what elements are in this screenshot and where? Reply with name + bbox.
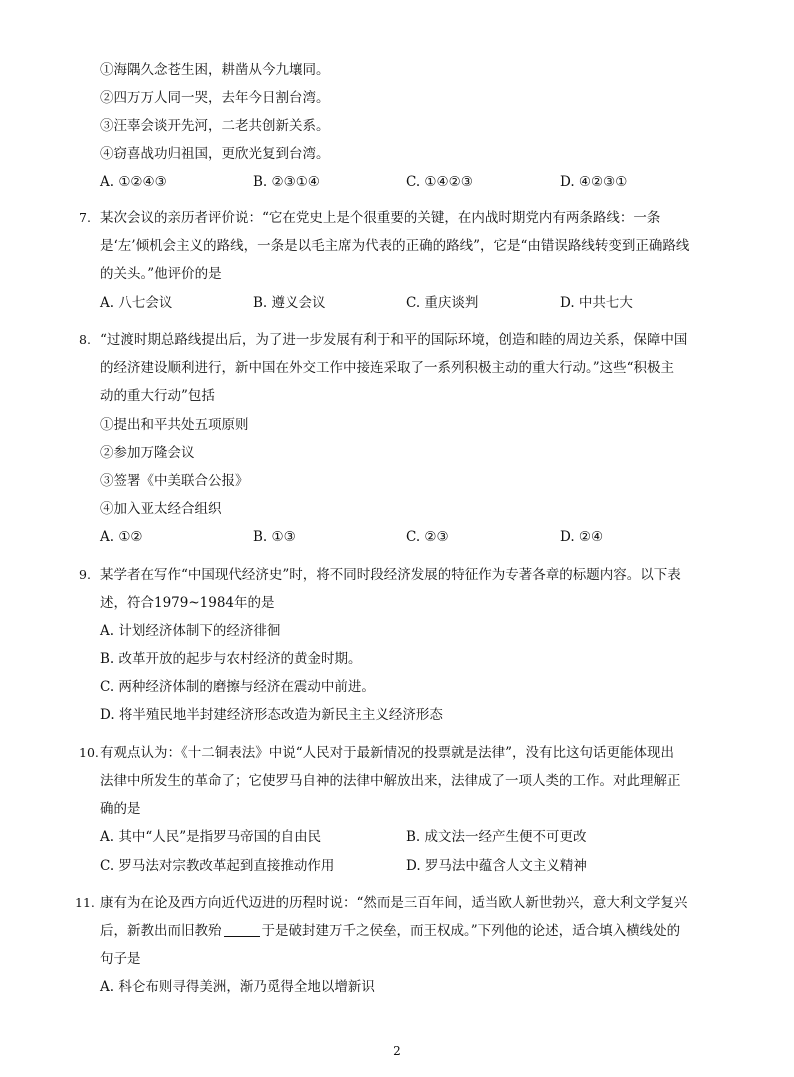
q6-poem-2: ②四万万人同一哭，去年今日割台湾。: [100, 90, 330, 106]
q7-option-a: A. 八七会议: [100, 295, 173, 311]
q7-stem-line-1: 某次会议的亲历者评价说：“它在党史上是个很重要的关键，在内战时期党内有两条路线：一条: [100, 210, 661, 226]
q7-option-b: B. 遵义会议: [253, 295, 326, 311]
q6-option-c: C. ①④②③: [406, 174, 473, 190]
q8-option-a: A. ①②: [100, 529, 143, 545]
q7-number: 7.: [79, 210, 91, 225]
answer-blank: [224, 922, 260, 937]
q8-stem-line-2: 的经济建设顺利进行，新中国在外交工作中接连采取了一系列积极主动的重大行动。”这些“积极主: [100, 360, 675, 376]
q9-option-c: C. 两种经济体制的磨擦与经济在震动中前进。: [100, 679, 375, 695]
q9-option-b: B. 改革开放的起步与农村经济的黄金时期。: [100, 651, 362, 667]
q9-option-d: D. 将半殖民地半封建经济形态改造为新民主主义经济形态: [100, 707, 443, 723]
q11-stem-line-2-after: 于是破封建万千之侯垒，而王权成。”下列他的论述，适合填入横线处的: [261, 923, 681, 939]
q11-option-a: A. 科仑布则寻得美洲，渐乃觅得全地以增新识: [100, 979, 375, 995]
q8-item-1: ①提出和平共处五项原则: [100, 417, 249, 433]
q9-stem-line-1: 某学者在写作“中国现代经济史”时，将不同时段经济发展的特征作为专著各章的标题内容。以下表: [100, 567, 681, 583]
q10-option-a: A. 其中“人民”是指罗马帝国的自由民: [100, 829, 322, 845]
q11-number: 11.: [75, 895, 95, 910]
q7-option-d: D. 中共七大: [560, 295, 633, 311]
q10-stem-line-3: 确的是: [100, 801, 141, 817]
q8-item-3: ③签署《中美联合公报》: [100, 473, 249, 489]
q8-item-2: ②参加万隆会议: [100, 445, 195, 461]
page-number: 2: [393, 1044, 401, 1058]
q10-number: 10.: [79, 745, 99, 760]
q8-option-c: C. ②③: [406, 529, 449, 545]
q7-option-c: C. 重庆谈判: [406, 295, 479, 311]
q9-option-a: A. 计划经济体制下的经济徘徊: [100, 623, 281, 639]
q7-stem-line-3: 的关头。”他评价的是: [100, 266, 222, 282]
q6-option-d: D. ④②③①: [560, 174, 628, 190]
q10-option-d: D. 罗马法中蕴含人文主义精神: [406, 858, 587, 874]
q6-option-a: A. ①②④③: [100, 174, 167, 190]
q6-poem-1: ①海隅久念苍生困，耕凿从今九壤同。: [100, 62, 330, 78]
q8-option-d: D. ②④: [560, 529, 604, 545]
q10-option-c: C. 罗马法对宗教改革起到直接推动作用: [100, 858, 335, 874]
q8-option-b: B. ①③: [253, 529, 296, 545]
q9-stem-line-2: 述，符合1979~1984年的是: [100, 595, 275, 611]
q7-stem-line-2: 是‘左’倾机会主义的路线，一条是以毛主席为代表的正确的路线”，它是“由错误路线转变到正确路线: [100, 238, 690, 254]
q6-option-b: B. ②③①④: [253, 174, 320, 190]
q11-stem-line-2-before: 后，新教出而旧教殆: [100, 923, 222, 939]
q11-stem-line-3: 句子是: [100, 951, 141, 967]
q8-stem-line-1: “过渡时期总路线提出后，为了进一步发展有利于和平的国际环境，创造和睦的周边关系，保障中国: [100, 332, 688, 348]
q6-poem-3: ③汪辜会谈开先河，二老共创新关系。: [100, 118, 330, 134]
q9-number: 9.: [79, 567, 91, 582]
q10-stem-line-2: 法律中所发生的革命了；它使罗马自神的法律中解放出来，法律成了一项人类的工作。对此理解正: [100, 773, 681, 789]
q8-item-4: ④加入亚太经合组织: [100, 501, 222, 517]
q11-stem-line-1: 康有为在论及西方向近代迈进的历程时说：“然而是三百年间，适当欧人新世勃兴，意大利文学复兴: [100, 895, 688, 911]
q8-number: 8.: [79, 332, 91, 347]
q6-poem-4: ④窃喜战功归祖国，更欣光复到台湾。: [100, 146, 330, 162]
q10-stem-line-1: 有观点认为：《十二铜表法》中说“人民对于最新情况的投票就是法律”，没有比这句话更能体现出: [100, 745, 675, 761]
q8-stem-line-3: 动的重大行动”包括: [100, 388, 215, 404]
q11-stem-line-2: [100, 921, 680, 941]
q10-option-b: B. 成文法一经产生便不可更改: [406, 829, 587, 845]
